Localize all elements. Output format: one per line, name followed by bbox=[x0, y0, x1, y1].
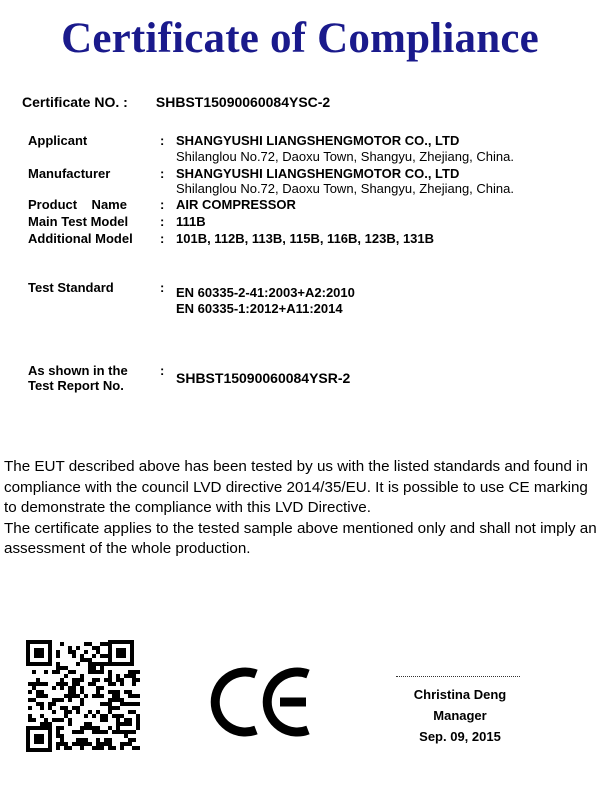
additional-model-colon: : bbox=[160, 231, 165, 246]
manufacturer-name: SHANGYUSHI LIANGSHENGMOTOR CO., LTD bbox=[176, 166, 460, 181]
signature-line bbox=[396, 676, 520, 677]
test-standard-colon: : bbox=[160, 280, 165, 295]
test-report-number: SHBST15090060084YSR-2 bbox=[176, 370, 351, 386]
test-standard-label: Test Standard bbox=[28, 280, 114, 295]
additional-model-label: Additional Model bbox=[28, 231, 133, 246]
manufacturer-label: Manufacturer bbox=[28, 166, 111, 181]
signatory-title: Manager bbox=[433, 708, 487, 723]
main-test-model-label: Main Test Model bbox=[28, 214, 129, 229]
product-name-value: AIR COMPRESSOR bbox=[176, 197, 296, 212]
product-name-label: Product Name bbox=[28, 197, 127, 212]
certificate-number bbox=[22, 94, 330, 110]
applicant-label: Applicant bbox=[28, 133, 88, 148]
test-report-colon: : bbox=[160, 363, 165, 378]
applicant-colon: : bbox=[160, 133, 165, 148]
certificate-title: Certificate of Compliance bbox=[61, 15, 539, 62]
certificate-number-label: Certificate NO. : bbox=[22, 94, 128, 110]
test-standard-1: EN 60335-2-41:2003+A2:2010 bbox=[176, 285, 355, 300]
signature-date: Sep. 09, 2015 bbox=[419, 729, 501, 744]
main-test-model-value: 111B bbox=[176, 214, 206, 229]
additional-model-value: 101B, 112B, 113B, 115B, 116B, 123B, 131B bbox=[176, 231, 435, 246]
certificate-statement bbox=[4, 457, 598, 560]
qr-code bbox=[24, 638, 152, 754]
statement-paragraph-2: The certificate applies to the tested sample above mentioned only and shall not imply an assessment of the whole production. bbox=[4, 519, 597, 557]
applicant-name: SHANGYUSHI LIANGSHENGMOTOR CO., LTD bbox=[176, 133, 460, 148]
test-report-label-line1: As shown in the bbox=[28, 363, 128, 378]
statement-paragraph-1: The EUT described above has been tested by us with the listed standards and found in compliance with the council LVD directive 2014/35/EU. It is possible to use CE marking to demonstrate the compliance with this LVD Directive. bbox=[4, 458, 588, 516]
ce-mark-logo bbox=[210, 664, 316, 740]
manufacturer-colon: : bbox=[160, 166, 165, 181]
signatory-name: Christina Deng bbox=[413, 687, 507, 702]
certificate-number-value: SHBST15090060084YSC-2 bbox=[155, 94, 331, 110]
applicant-address: Shilanglou No.72, Daoxu Town, Shangyu, Zhejiang, China. bbox=[176, 149, 514, 164]
test-report-label-line2: Test Report No. bbox=[28, 378, 124, 393]
main-test-model-colon: : bbox=[160, 214, 165, 229]
manufacturer-address: Shilanglou No.72, Daoxu Town, Shangyu, Zhejiang, China. bbox=[176, 181, 514, 196]
product-name-colon: : bbox=[160, 197, 165, 212]
test-standard-2: EN 60335-1:2012+A11:2014 bbox=[176, 301, 343, 316]
